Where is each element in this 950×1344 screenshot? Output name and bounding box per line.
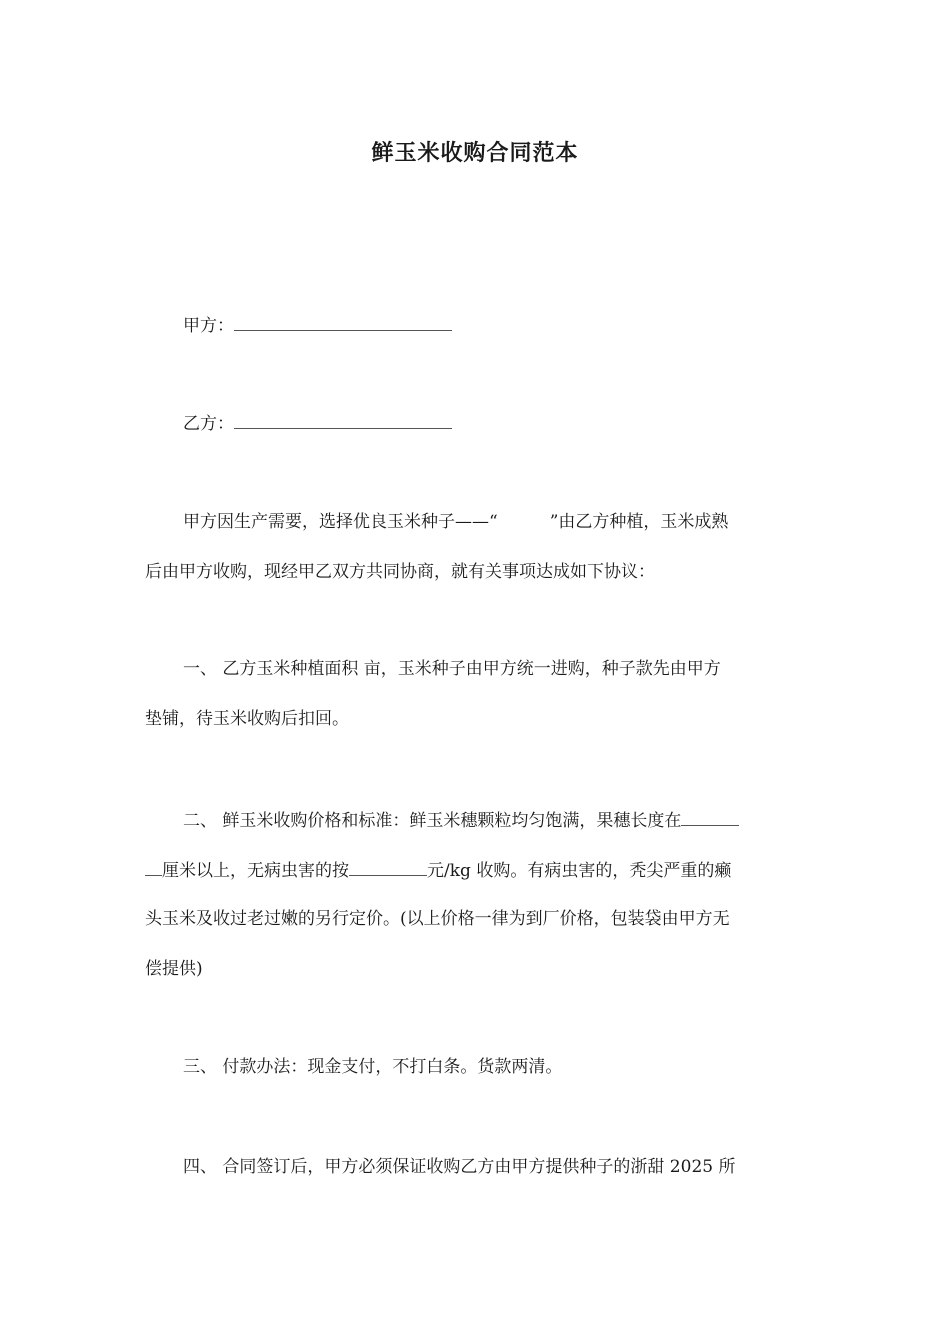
- length-blank-part-1: [681, 807, 739, 826]
- clause-3-line-1: 三、 付款办法：现金支付，不打白条。货款两清。: [183, 1057, 563, 1077]
- clause-4-line-1: 四、 合同签订后，甲方必须保证收购乙方由甲方提供种子的浙甜 2025 所: [183, 1157, 736, 1177]
- intro-text-b: ”由乙方种植，玉米成熟: [549, 512, 729, 532]
- clause-1-line-1: 一、 乙方玉米种植面积 亩，玉米种子由甲方统一进购，种子款先由甲方: [183, 659, 721, 679]
- party-a-blank: [234, 312, 452, 331]
- price-blank: [349, 857, 427, 876]
- clause-1-line-2: 垫铺，待玉米收购后扣回。: [145, 709, 349, 729]
- clause-2-line-4: 偿提供): [145, 959, 203, 979]
- party-b-line: [183, 410, 452, 436]
- party-b-label: 乙方：: [183, 414, 234, 434]
- clause-2-line-2: [145, 857, 731, 883]
- document-title: 鲜玉米收购合同范本: [371, 141, 579, 166]
- intro-text-a: 甲方因生产需要，选择优良玉米种子——“: [183, 512, 498, 532]
- party-b-blank: [234, 410, 452, 429]
- party-a-line: [183, 312, 452, 338]
- length-blank-part-2: [145, 857, 162, 876]
- clause-2-text-b: 厘米以上，无病虫害的按: [162, 861, 349, 881]
- party-a-label: 甲方：: [183, 316, 234, 336]
- intro-line-2: 后由甲方收购，现经甲乙双方共同协商，就有关事项达成如下协议：: [145, 562, 655, 582]
- intro-line-1: [183, 510, 728, 534]
- clause-2-line-3: 头玉米及收过老过嫩的另行定价。(以上价格一律为到厂价格，包装袋由甲方无: [145, 909, 730, 929]
- clause-2-text-a: 二、 鲜玉米收购价格和标准：鲜玉米穗颗粒均匀饱满，果穗长度在: [183, 811, 682, 831]
- clause-2-line-1: [183, 807, 739, 833]
- clause-2-text-c: 元/kg 收购。有病虫害的，秃尖严重的癞: [427, 861, 732, 881]
